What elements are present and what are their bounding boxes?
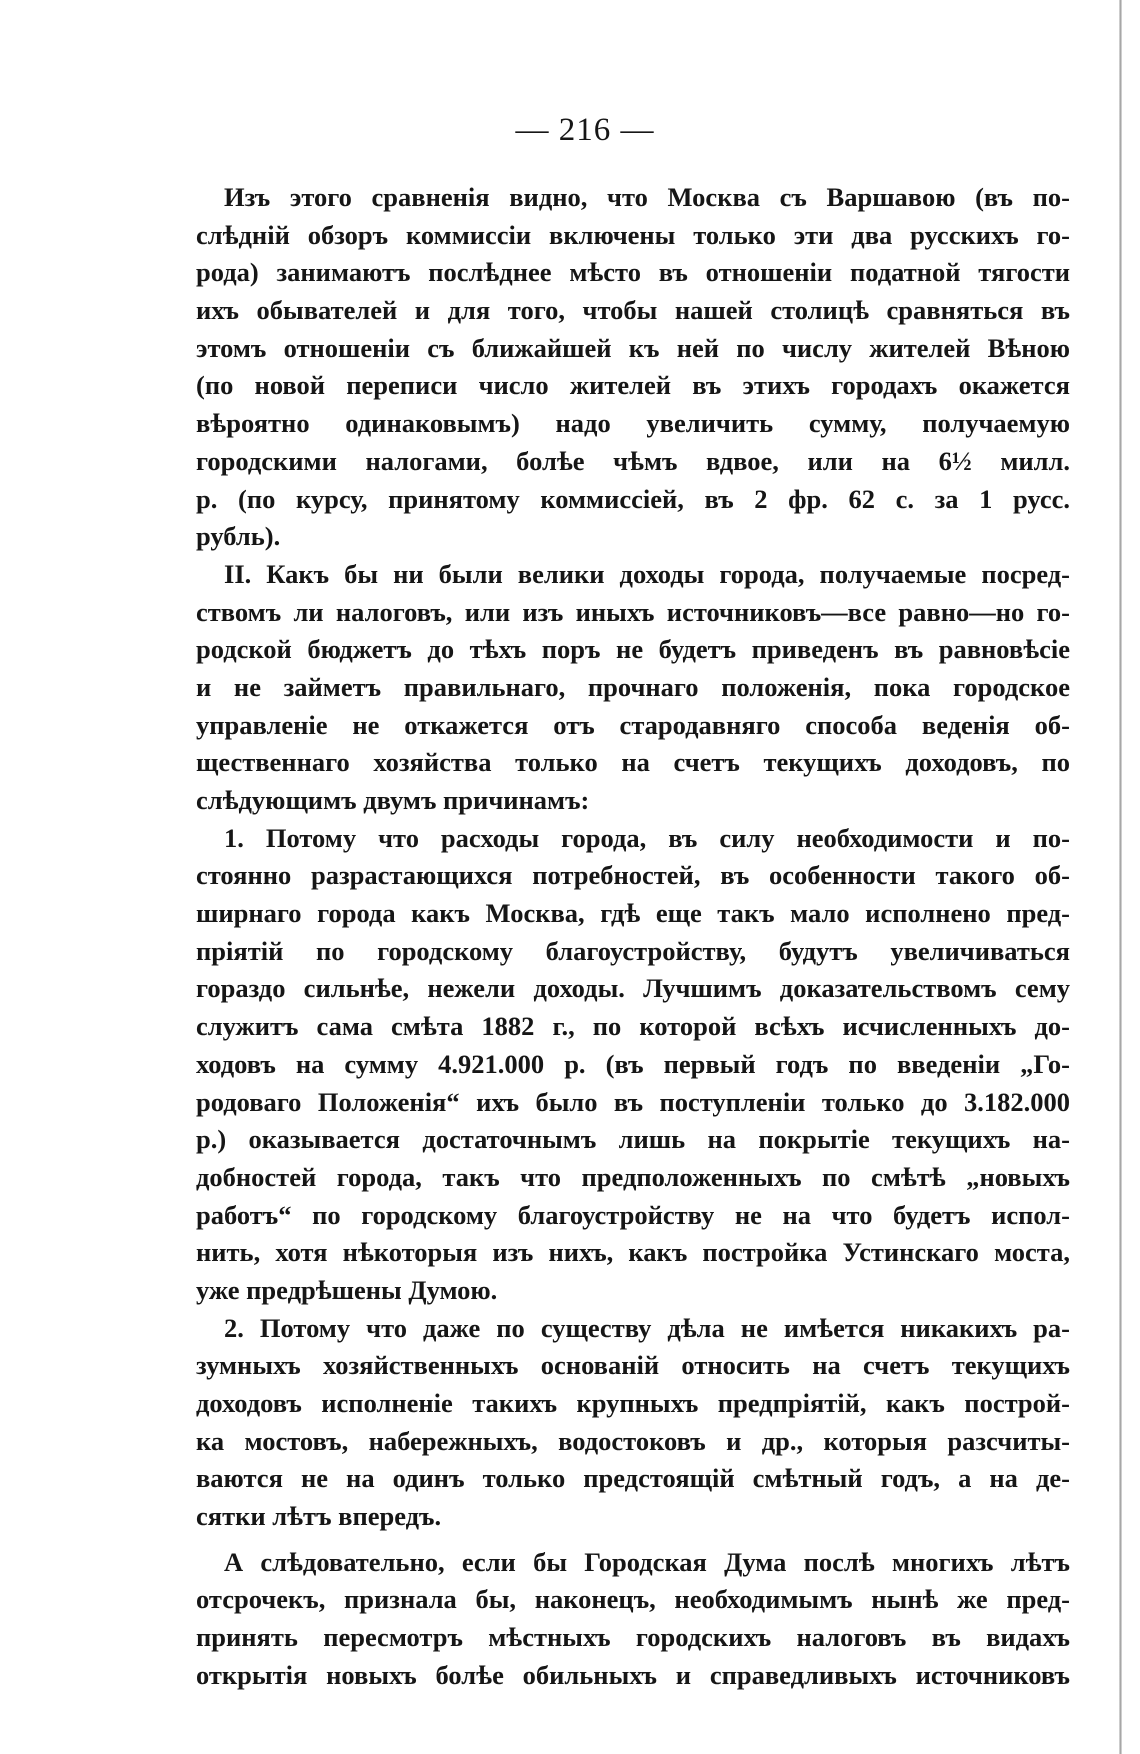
text-line: этомъ отношеніи съ ближайшей къ ней по числу жителей Вѣною — [196, 332, 1070, 363]
text-line: Изъ этого сравненія видно, что Москва съ Варшавою (въ по- — [224, 182, 1070, 212]
text-line: р.) оказывается достаточнымъ лишь на покрытіе текущихъ на- — [196, 1124, 1070, 1155]
text-line: отсрочекъ, признала бы, наконецъ, необходимымъ нынѣ же пред- — [196, 1584, 1070, 1615]
text-line: пріятій по городскому благоустройству, будутъ увеличиваться — [196, 935, 1070, 966]
text-line: уже предрѣшены Думою. — [196, 1274, 498, 1305]
page-edge-shadow — [1119, 0, 1122, 1754]
text-line: ходовъ на сумму 4.921.000 р. (въ первый годъ по введеніи „Го- — [196, 1048, 1070, 1079]
text-line: добностей города, такъ что предположенныхъ по смѣтѣ „новыхъ — [196, 1161, 1070, 1192]
text-line: управленіе не откажется отъ стародавняго способа веденія об- — [196, 709, 1070, 740]
text-body — [196, 179, 1070, 1695]
text-line: 1. Потому что расходы города, въ силу необходимости и по- — [224, 822, 1070, 853]
text-line: слѣдующимъ двумъ причинамъ: — [196, 785, 590, 815]
text-line: гораздо сильнѣе, нежели доходы. Лучшимъ доказательствомъ сему — [196, 973, 1070, 1004]
paragraph-reason-2 — [196, 1310, 1070, 1536]
text-line: р. (по курсу, принятому коммиссіей, въ 2 фр. 62 с. за 1 русс. — [196, 483, 1070, 514]
text-line: слѣдній обзоръ коммиссіи включены только эти два русскихъ го- — [196, 219, 1070, 250]
text-line: зумныхъ хозяйственныхъ основаній относить на счетъ текущихъ — [196, 1350, 1070, 1381]
text-line: городскими налогами, болѣе чѣмъ вдвое, или на 6½ милл. — [196, 445, 1070, 476]
text-line: 2. Потому что даже по существу дѣла не имѣется никакихъ ра- — [224, 1312, 1070, 1343]
paragraph-section-ii — [196, 556, 1070, 820]
text-line: открытія новыхъ болѣе обильныхъ и справедливыхъ источниковъ — [196, 1659, 1070, 1690]
text-line: родской бюджетъ до тѣхъ поръ не будетъ приведенъ въ равновѣсіе — [196, 634, 1070, 665]
text-line: работъ“ по городскому благоустройству не на что будетъ испол- — [196, 1199, 1070, 1230]
text-line: родоваго Положенія“ ихъ было въ поступленіи только до 3.182.000 — [196, 1086, 1070, 1117]
text-line: А слѣдовательно, если бы Городская Дума послѣ многихъ лѣтъ — [224, 1546, 1070, 1577]
paragraph-reason-1 — [196, 820, 1070, 1310]
text-line: рубль). — [196, 521, 281, 552]
text-line: ка мостовъ, набережныхъ, водостоковъ и др., которыя разсчиты- — [196, 1425, 1070, 1456]
text-line: ихъ обывателей и для того, чтобы нашей столицѣ сравняться въ — [196, 295, 1070, 326]
text-line: стоянно разрастающихся потребностей, въ особенности такого об- — [196, 860, 1070, 891]
text-line: вѣроятно одинаковымъ) надо увеличить сумму, получаемую — [196, 408, 1070, 439]
text-line: ваются не на одинъ только предстоящій смѣтный годъ, а на де- — [196, 1463, 1070, 1494]
text-line: сятки лѣтъ впередъ. — [196, 1501, 442, 1532]
text-line: ствомъ ли налоговъ, или изъ иныхъ источниковъ—все равно—но го- — [196, 596, 1070, 627]
text-line: (по новой переписи число жителей въ этихъ городахъ окажется — [196, 370, 1070, 401]
text-line: рода) занимаютъ послѣднее мѣсто въ отношеніи податной тягости — [196, 257, 1070, 288]
text-line: и не займетъ правильнаго, прочнаго положенія, пока городское — [196, 671, 1070, 702]
text-line: щественнаго хозяйства только на счетъ текущихъ доходовъ, по — [196, 747, 1070, 778]
text-line: ширнаго города какъ Москва, гдѣ еще такъ мало исполнено пред- — [196, 898, 1070, 929]
text-line: доходовъ исполненіе такихъ крупныхъ предпріятій, какъ построй- — [196, 1388, 1070, 1418]
text-line: II. Какъ бы ни были велики доходы города, получаемые посред- — [224, 558, 1070, 589]
text-line: нить, хотя нѣкоторыя изъ нихъ, какъ постройка Устинскаго моста, — [196, 1237, 1070, 1268]
text-line: служитъ сама смѣта 1882 г., по которой всѣхъ исчисленныхъ до- — [196, 1011, 1070, 1042]
page-number: — 216 — — [515, 112, 655, 148]
paragraph-comparison — [196, 179, 1070, 556]
paragraph-conclusion — [196, 1544, 1070, 1695]
text-line: принять пересмотръ мѣстныхъ городскихъ налоговъ въ видахъ — [196, 1622, 1070, 1653]
